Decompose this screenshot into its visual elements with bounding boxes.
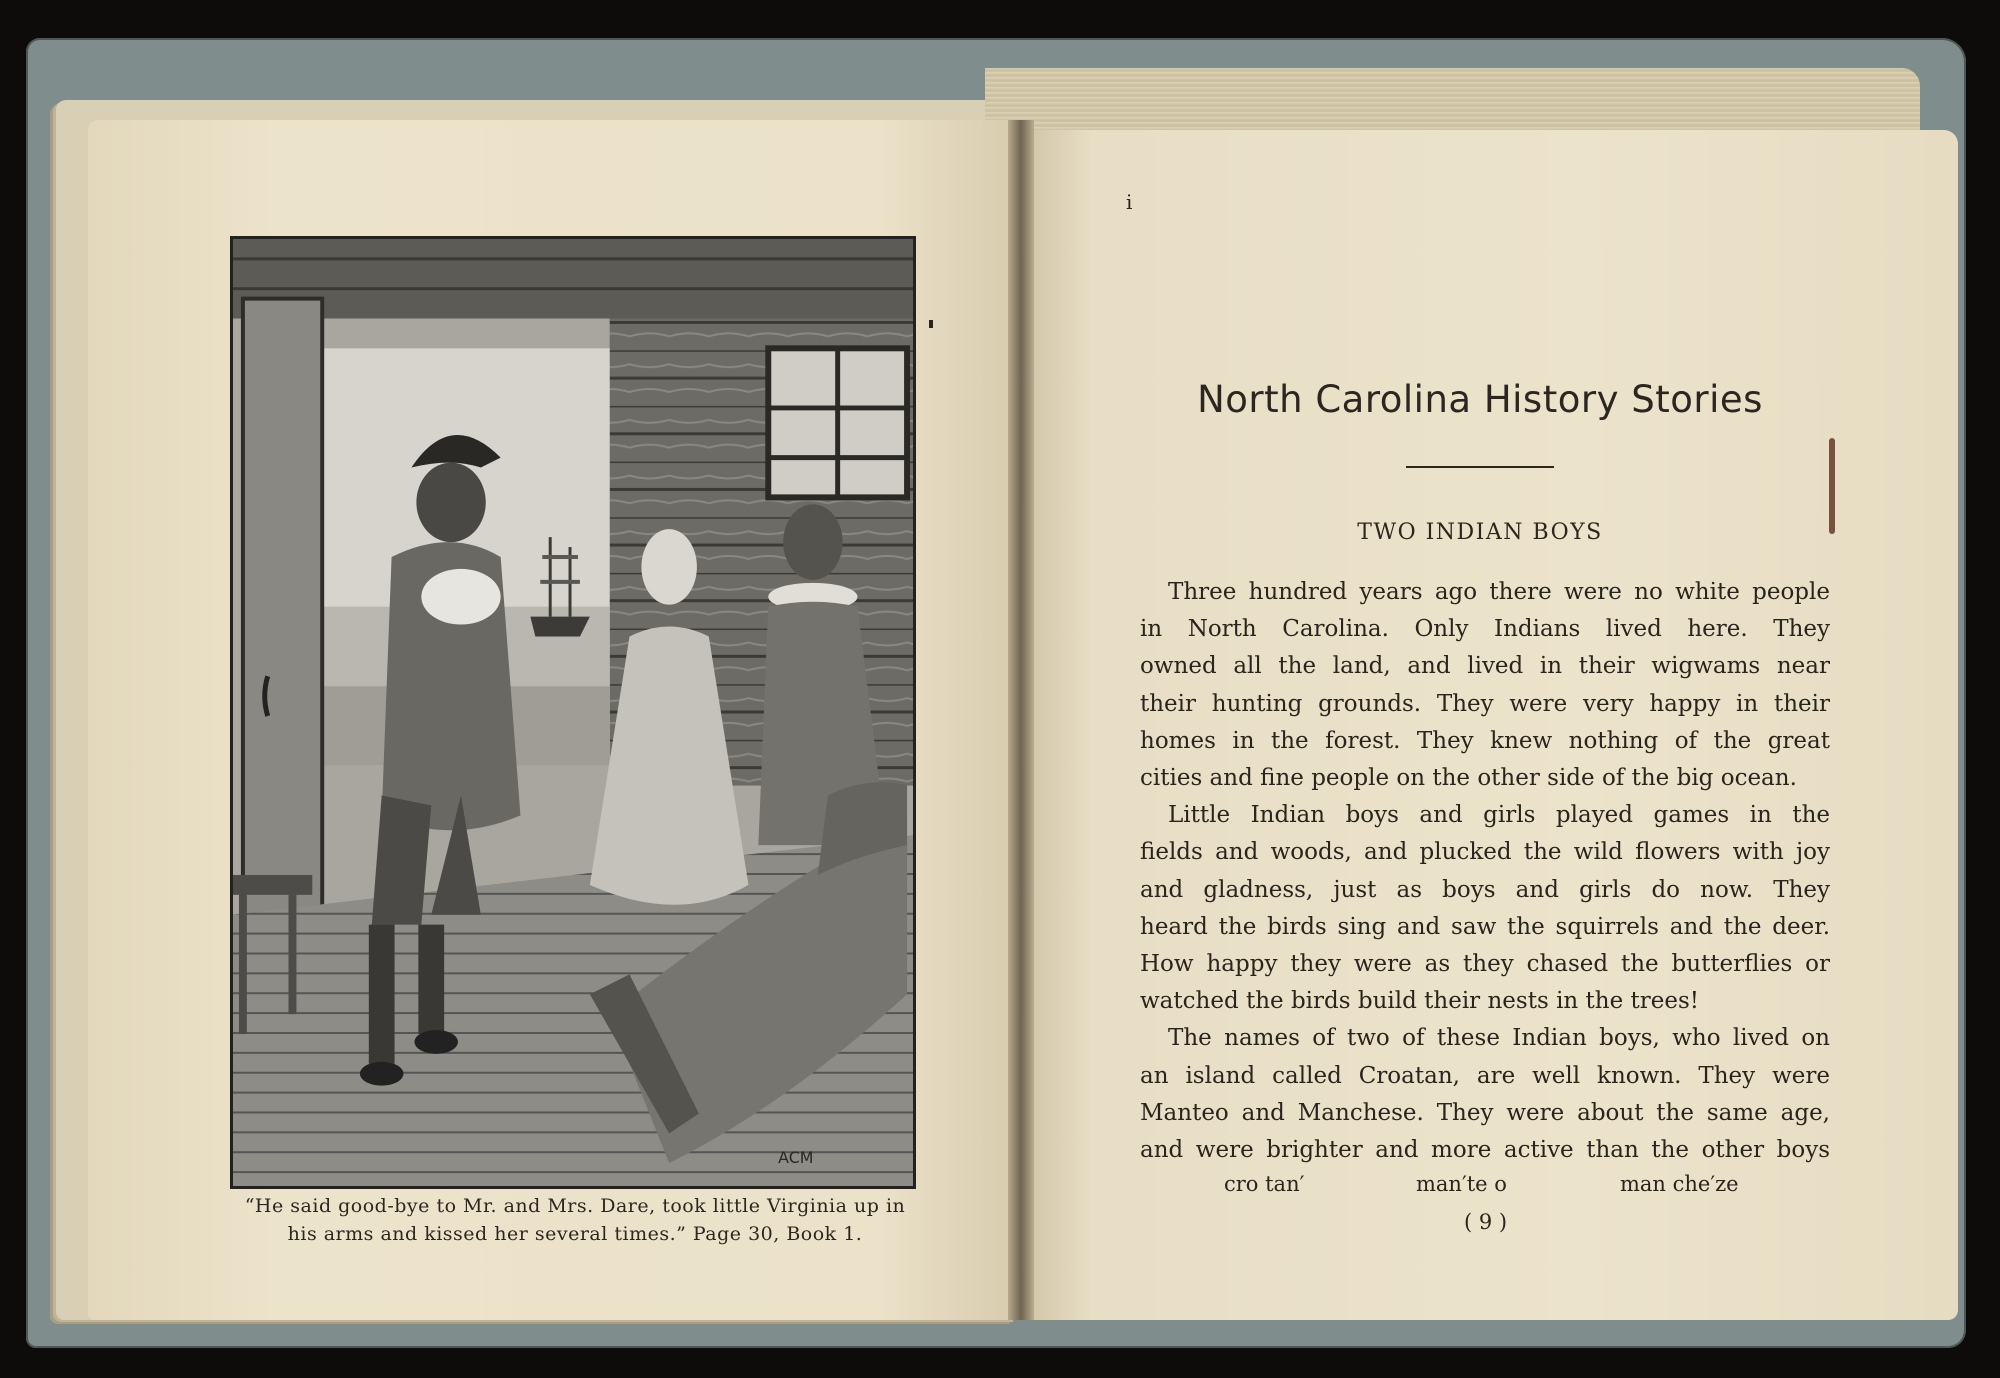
pronunciation-manteo: man′te o [1416,1172,1507,1196]
text-line: and were brighter and more active than the other boys [1140,1137,1830,1164]
text-line: How happy they were as they chased the butterflies or [1140,951,1830,978]
text-line: heard the birds sing and saw the squirrels and the deer. [1140,913,1830,940]
text-line: Three hundred years ago there were no white people [1168,579,1830,605]
text-line: The names of two of these Indian boys, who lived on [1168,1025,1830,1052]
page-tear-mark [1829,438,1835,534]
title-rule [1406,466,1554,468]
text-line: and gladness, just as boys and girls do now. They [1140,876,1830,903]
illustration-drawing [233,239,913,1186]
artist-signature: ACM [778,1148,814,1168]
text-line: homes in the forest. They knew nothing of the great [1140,727,1830,754]
margin-mark: i [1126,190,1133,214]
caption-line-1: “He said good-bye to Mr. and Mrs. Dare, took little Virginia up in [244,1195,906,1217]
ink-speck [929,320,933,328]
chapter-heading: TWO INDIAN BOYS [1357,520,1603,545]
text-line: Little Indian boys and girls played games in the [1168,802,1830,829]
body-text [1140,574,1830,1169]
text-line: cities and fine people on the other side of the big ocean. [1140,765,1797,792]
text-line: in North Carolina. Only Indians lived here. They [1140,616,1830,643]
book-gutter [1008,120,1034,1320]
book-title: North Carolina History Stories [1197,378,1763,421]
illustration-virginia-dare [230,236,916,1189]
text-line: their hunting grounds. They were very happy in their [1140,690,1830,717]
text-line: Manteo and Manchese. They were about the same age, [1140,1099,1830,1126]
text-line: an island called Croatan, are well known. They were [1140,1062,1830,1089]
illustration-caption [190,1192,960,1248]
text-line: watched the birds build their nests in the trees! [1140,988,1700,1015]
pronunciation-croatan: cro tan′ [1224,1172,1305,1196]
caption-line-2: his arms and kissed her several times.” Page 30, Book 1. [287,1223,863,1245]
page-number: ( 9 ) [1464,1210,1508,1234]
pronunciation-manchese: man che′ze [1620,1172,1739,1196]
text-line: fields and woods, and plucked the wild flowers with joy [1140,839,1830,866]
text-line: owned all the land, and lived in their wigwams near [1140,653,1830,680]
